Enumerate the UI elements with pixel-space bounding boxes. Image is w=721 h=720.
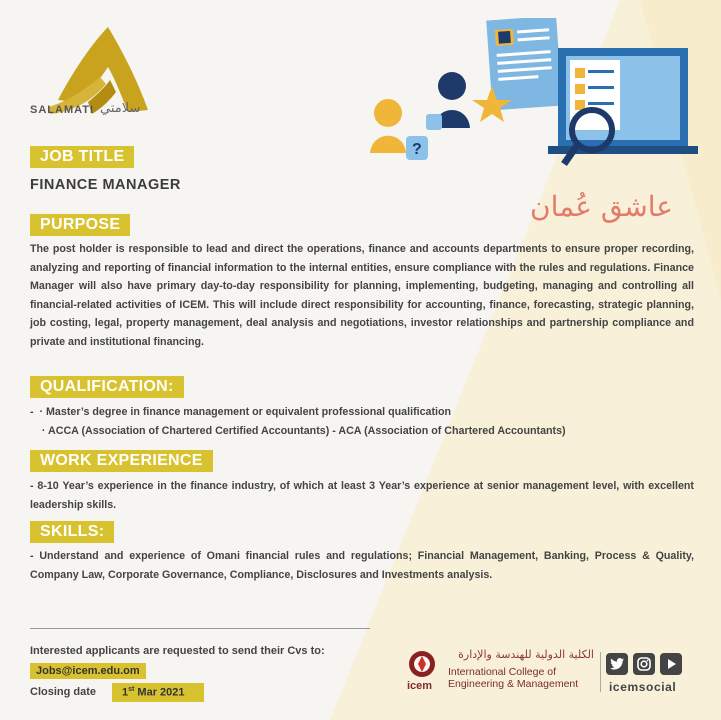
- closing-month-year: Mar 2021: [134, 686, 185, 699]
- qualification-list: [30, 403, 566, 440]
- college-name-english: [448, 666, 578, 690]
- job-title-value: FINANCE MANAGER: [30, 177, 181, 193]
- recruitment-illustration-icon: [370, 18, 700, 178]
- watermark-text: عاشق عُمان: [530, 190, 673, 223]
- purpose-label: PURPOSE: [30, 214, 130, 236]
- skills-label: SKILLS:: [30, 521, 114, 543]
- social-handle[interactable]: icemsocial: [609, 680, 677, 694]
- social-icons: [606, 653, 682, 675]
- job-title-label: JOB TITLE: [30, 146, 134, 168]
- qualification-label: QUALIFICATION:: [30, 376, 184, 398]
- closing-date-value: [112, 683, 204, 702]
- skills-text: - Understand and experience of Omani financial rules and regulations; Financial Management, Banking, Process & Quality, Company Law, Corporate Governance, Compliance, Disclosures and Investments analysis.: [30, 550, 694, 581]
- apply-instructions: Interested applicants are requested to send their Cvs to:: [30, 645, 325, 657]
- icem-logo-icon: [405, 648, 439, 692]
- svg-text:?: ?: [412, 141, 422, 158]
- brand-name: SALAMATI: [30, 104, 95, 116]
- list-item: · ACCA (Association of Chartered Certified Accountants) - ACA (Association of Chartered Accountants): [30, 424, 566, 437]
- instagram-icon[interactable]: [633, 653, 655, 675]
- purpose-text: The post holder is responsible to lead and direct the operations, finance and accounts departments to ensure proper recording, analyzing and reporting of financial information to the internal entities, ensure compliance with the rules and regulations. Finance Manager will also have primary day-to-day responsibility for planning, implementing, budgeting, managing and controlling all financial-related activities of ICEM. This will include direct responsibility for accounting, finance, forecasting, strategic planning, job costing, legal, property management, deal analysis and negotiations, investor relationships and partnership compliance and private and institutional financing.: [30, 243, 694, 348]
- closing-date-label: Closing date: [30, 686, 97, 698]
- email-link[interactable]: Jobs@icem.edu.om: [30, 663, 146, 679]
- youtube-icon[interactable]: [660, 653, 682, 675]
- closing-day: 1: [122, 686, 129, 699]
- twitter-icon[interactable]: [606, 653, 628, 675]
- icem-logo-text: icem: [407, 680, 433, 692]
- divider: [30, 628, 370, 629]
- college-name-line1: International College of: [448, 666, 556, 678]
- brand-name-arabic: سلامتي: [100, 101, 141, 116]
- divider: [600, 652, 601, 692]
- college-name-arabic: الكلية الدولية للهندسة والإدارة: [458, 648, 594, 661]
- work-experience-label: WORK EXPERIENCE: [30, 450, 213, 472]
- list-item: - · Master’s degree in finance management or equivalent professional qualification: [30, 406, 452, 418]
- college-name-line2: Engineering & Management: [448, 678, 579, 690]
- closing-day-suffix: st: [128, 686, 135, 693]
- work-experience-text: - 8-10 Year’s experience in the finance industry, of which at least 3 Year’s experience at senior management level, with excellent leadership skills.: [30, 480, 694, 511]
